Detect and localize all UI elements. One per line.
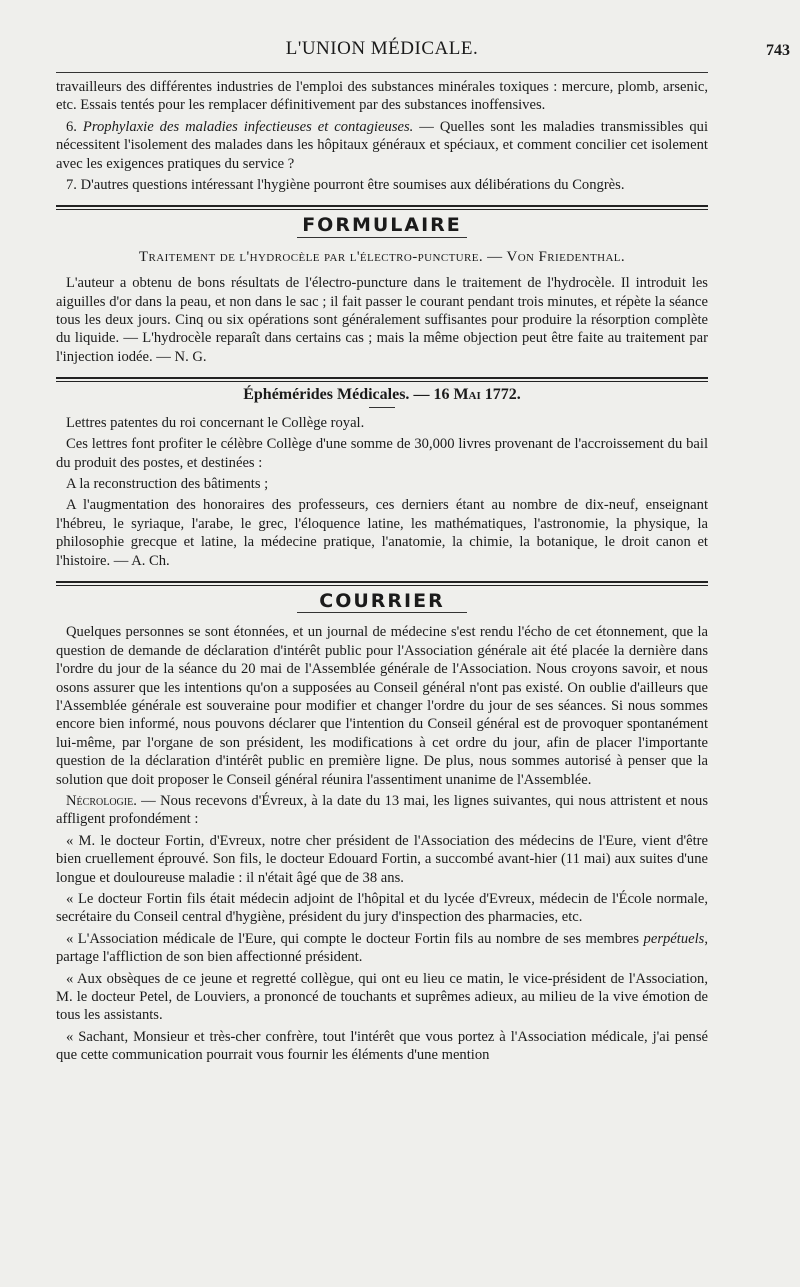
quote-paragraph-2: « Le docteur Fortin fils était médecin adjoint de l'hôpital et du lycée d'Evreux, médecin de l'École normale, secrétaire du Conseil central d'hygiène, président du jury d'inspection des pharmacies, etc. (56, 891, 708, 926)
quote-paragraph-1: « M. le docteur Fortin, d'Evreux, notre cher président de l'Association des médecins de l'Eure, vient d'être bien cruellement éprouvé. Son fils, le docteur Edouard Fortin, a succombé avant-hier (11 mai) aux suites d'une longue et douloureuse maladie : il n'était âgé que de 38 ans. (56, 832, 708, 886)
item-number: 6. (66, 118, 77, 135)
courrier-paragraph-1: Quelques personnes se sont étonnées, et un journal de médecine s'est rendu l'écho de cet étonnement, que la question de demande de déclaration d'intérêt public pour l'Association générale ait été placée la dernière dans l'ordre du jour de la séance du 20 mai de l'Assemblée générale de l'Association. Nous croyons savoir, et nous osons assurer que les intentions qu'on a supposées au Conseil général n'ont pas existé. On oublie d'ailleurs que l'Assemblée générale est souveraine pour modifier et changer l'ordre du jour de ses séances. Si nous sommes encore bien informé, nous pouvons déclarer que l'intention du Conseil général est de provoquer spontanément lui-même, par l'organe de son président, les modifications à cet ordre du jour, afin de placer l'importante question de la déclaration d'intérêt public en première ligne. De plus, nous sommes autorisé à penser que la solution que doit proposer le Conseil général réunira l'assentiment unanime de l'Assemblée. (56, 624, 708, 788)
page-number: 743 (766, 42, 790, 59)
ephemerides-date: — 16 Mai 1772. (413, 386, 521, 404)
page-header (56, 38, 790, 70)
title-underline (297, 237, 467, 238)
quote-paragraph-3 (56, 930, 708, 967)
item-heading: Prophylaxie des maladies infectieuses et contagieuses. (82, 118, 414, 135)
necrologie-text: — Nous recevons d'Évreux, à la date du 13 mai, les lignes suivantes, qui nous attristent et nous affligent profondément : (56, 793, 708, 828)
section-divider (56, 581, 708, 586)
ephemerides-paragraph-4: A l'augmentation des honoraires des professeurs, ces derniers étant au nombre de dix-neuf, enseignant l'hébreu, le syriaque, l'arabe, le grec, l'éloquence latine, les mathématiques, l'astronomie, la physique, la philosophie grecque et latine, la médecine pratique, l'anatomie, la chimie, la botanique, le droit canon et l'histoire. — A. Ch. (56, 497, 708, 569)
item-text: — Quelles sont les maladies transmissibles qui nécessitent l'isolement des malades dans les hôpitaux généraux et spéciaux, et comment concilier cet isolement avec les exigences pratiques du service ? (56, 118, 708, 172)
journal-title: L'UNION MÉDICALE. (285, 38, 479, 59)
ephemerides-title (56, 386, 708, 404)
ephemerides-paragraph-2: Ces lettres font profiter le célèbre Collège d'une somme de 30,000 livres provenant de l'accroissement du bail du produit des postes, et destinées : (56, 436, 708, 471)
quote-paragraph-5: « Sachant, Monsieur et très-cher confrère, tout l'intérêt que vous portez à l'Association médicale, j'ai pensé que cette communication pourrait vous fournir les éléments d'une mention (56, 1028, 708, 1064)
ephemerides-paragraph-3: A la reconstruction des bâtiments ; (66, 475, 269, 492)
section-divider (56, 205, 708, 210)
title-underline (369, 407, 395, 408)
quote-text: « L'Association médicale de l'Eure, qui compte le docteur Fortin fils au nombre de ses membres (66, 930, 644, 947)
necrologie-label: Nécrologie. (66, 793, 137, 809)
quote-text: , partage l'affliction de son bien affectionné président. (56, 930, 708, 966)
header-rule (56, 72, 708, 73)
quote-italic: perpétuels (643, 930, 705, 947)
formulaire-subhead: Traitement de l'hydrocèle par l'électro-puncture. — Von Friedenthal. (138, 248, 626, 265)
courrier-title: COURRIER (319, 589, 445, 612)
ephemerides-heading: Éphémérides Médicales. (243, 386, 410, 404)
ephemerides-paragraph-1: Lettres patentes du roi concernant le Collège royal. (66, 414, 365, 431)
title-underline (297, 612, 467, 613)
section-divider (56, 377, 708, 382)
intro-paragraph-2 (56, 118, 708, 173)
intro-paragraph-3: 7. D'autres questions intéressant l'hygiène pourront être soumises aux délibérations du Congrès. (66, 177, 625, 194)
necrologie-paragraph (56, 792, 708, 829)
page-content (56, 78, 708, 1068)
formulaire-body: L'auteur a obtenu de bons résultats de l'électro-puncture dans le traitement de l'hydrocèle. Il introduit les aiguilles d'or dans la peau, et non dans le sac ; il fait passer le courant pendant trois minutes, et répète la séance tous les deux jours. Cinq ou six opérations sont généralement suffisantes pour produire la résorption complète du liquide. — L'hydrocèle reparaît dans certains cas ; mais la même objection peut être faite au traitement par l'injection iodée. — N. G. (56, 275, 708, 365)
intro-paragraph-1: travailleurs des différentes industries de l'emploi des substances minérales toxiques : mercure, plomb, arsenic, etc. Essais tentés pour les remplacer définitivement par des substances inoffensives. (56, 79, 708, 114)
quote-paragraph-4: « Aux obsèques de ce jeune et regretté collègue, qui ont eu lieu ce matin, le vice-président de l'Association, M. le docteur Petel, de Louviers, a prononcé de touchants et suprêmes adieux, au milieu de la vive émotion de tous les assistants. (56, 970, 708, 1024)
formulaire-title: FORMULAIRE (302, 214, 462, 237)
